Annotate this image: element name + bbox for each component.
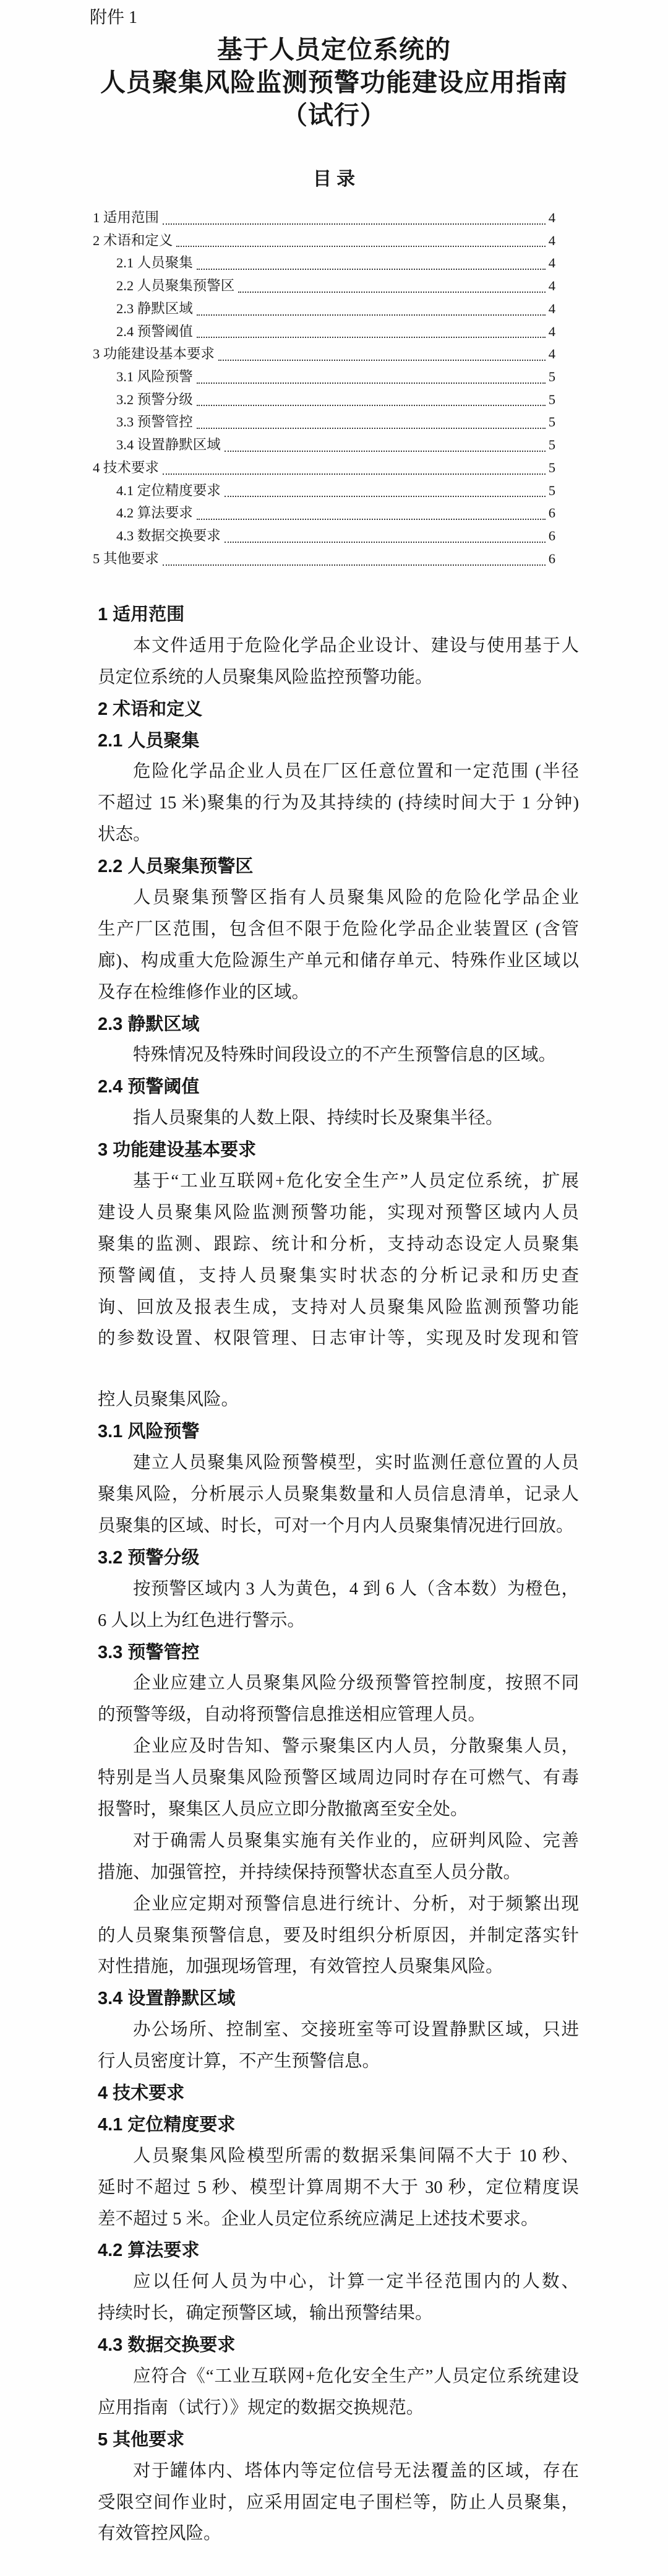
section-heading: 4.3 数据交换要求 — [98, 2335, 236, 2356]
section-heading: 5 其他要求 — [98, 2429, 185, 2450]
toc-dot-leader — [225, 496, 546, 497]
body-line: 预警阈值，支持人员聚集实时状态的分析记录和历史查 — [98, 1266, 579, 1286]
document-title-line-1: 基于人员定位系统的 — [217, 35, 451, 64]
body-line: 生产厂区范围，包含但不限于危险化学品企业装置区 (含管 — [98, 919, 579, 939]
toc-entry-label: 4.1 定位精度要求 — [116, 482, 221, 498]
toc-entry — [93, 366, 555, 389]
toc-entry-label: 1 适用范围 — [93, 210, 159, 225]
toc-dot-leader — [163, 223, 546, 225]
toc-entry — [93, 252, 555, 275]
body-line: 延时不超过 5 秒、模型计算周期不大于 30 秒，定位精度误 — [98, 2177, 579, 2197]
section-heading: 4 技术要求 — [98, 2083, 185, 2103]
section-heading: 3.4 设置静默区域 — [98, 1989, 236, 2009]
section-heading: 3 功能建设基本要求 — [98, 1140, 257, 1160]
toc-heading: 目 录 — [312, 169, 356, 189]
toc-dot-leader — [218, 360, 546, 361]
section-heading: 2.2 人员聚集预警区 — [98, 857, 254, 877]
body-line: 本文件适用于危险化学品企业设计、建设与使用基于人 — [133, 636, 579, 655]
body-line: 廊)、构成重大危险源生产单元和储存单元、特殊作业区域以 — [98, 951, 579, 970]
toc-entry-label: 2.4 预警阈值 — [116, 323, 193, 339]
toc-entry — [93, 480, 555, 503]
body-line: 员定位系统的人员聚集风险监控预警功能。 — [98, 667, 433, 687]
toc-page-number: 4 — [548, 300, 555, 316]
document-title-line-2: 人员聚集风险监测预警功能建设应用指南 — [100, 68, 568, 97]
toc-dot-leader — [176, 246, 545, 247]
toc-entry-label: 4.2 算法要求 — [116, 505, 193, 521]
toc-page-number: 4 — [548, 346, 555, 362]
body-line: 报警时，聚集区人员应立即分散撤离至安全处。 — [98, 1799, 468, 1819]
body-line: 危险化学品企业人员在厂区任意位置和一定范围 (半径 — [133, 762, 579, 782]
section-heading: 3.1 风险预警 — [98, 1422, 200, 1442]
body-line: 有效管控风险。 — [98, 2524, 221, 2544]
toc-dot-leader — [197, 405, 546, 406]
toc-entry-label: 2.3 静默区域 — [116, 300, 193, 316]
toc-page-number: 5 — [548, 369, 555, 385]
body-line: 办公场所、控制室、交接班室等可设置静默区域，只进 — [133, 2020, 579, 2040]
attachment-label: 附件 1 — [90, 8, 138, 27]
body-line: 询、回放及报表生成，支持对人员聚集风险监测预警功能 — [98, 1297, 579, 1317]
toc-page-number: 4 — [548, 210, 555, 225]
section-heading: 1 适用范围 — [98, 605, 185, 625]
body-line: 持续时长，确定预警区域，输出预警结果。 — [98, 2304, 433, 2323]
section-heading: 3.3 预警管控 — [98, 1642, 200, 1662]
body-line: 及存在检维修作业的区域。 — [98, 982, 310, 1002]
toc-entry — [93, 457, 555, 480]
body-line: 企业应定期对预警信息进行统计、分析，对于频繁出现 — [133, 1894, 579, 1914]
toc-page-number: 6 — [548, 550, 555, 566]
toc-page-number: 4 — [548, 278, 555, 294]
body-line: 应以任何人员为中心，计算一定半径范围内的人数、 — [133, 2272, 579, 2292]
section-heading: 2.4 预警阈值 — [98, 1077, 200, 1097]
body-line: 聚集风险，分析展示人员聚集数量和人员信息清单，记录人 — [98, 1485, 579, 1505]
toc-entry-label: 3.1 风险预警 — [116, 369, 193, 385]
toc-page-number: 5 — [548, 391, 555, 407]
toc-dot-leader — [225, 542, 546, 543]
body-line: 6 人以上为红色进行警示。 — [98, 1610, 305, 1630]
toc-entry-label: 4.3 数据交换要求 — [116, 528, 221, 544]
section-heading: 4.1 定位精度要求 — [98, 2114, 236, 2135]
body-line: 的预警等级，自动将预警信息推送相应管理人员。 — [98, 1705, 486, 1725]
toc-entry — [93, 207, 555, 230]
toc-entry — [93, 525, 555, 548]
toc-entry-label: 2.2 人员聚集预警区 — [116, 278, 235, 294]
toc-entry — [93, 343, 555, 366]
toc-entry-label: 3.2 预警分级 — [116, 391, 193, 407]
body-line: 对于罐体内、塔体内等定位信号无法覆盖的区域，存在 — [133, 2461, 579, 2481]
body-line: 企业应建立人员聚集风险分级预警管控制度，按照不同 — [133, 1674, 579, 1693]
body-line: 行人员密度计算，不产生预警信息。 — [98, 2052, 380, 2072]
toc-page-number: 6 — [548, 505, 555, 521]
toc-entry-label: 3.3 预警管控 — [116, 414, 193, 430]
body-line: 建设人员聚集风险监测预警功能，实现对预警区域内人员 — [98, 1203, 579, 1222]
toc-entry — [93, 548, 555, 571]
body-line: 状态。 — [98, 825, 151, 845]
section-heading: 4.2 算法要求 — [98, 2241, 200, 2261]
body-line: 对于确需人员聚集实施有关作业的，应研判风险、完善 — [133, 1831, 579, 1851]
toc-entry-label: 2.1 人员聚集 — [116, 255, 193, 271]
document-title-line-3: （试行） — [282, 101, 386, 129]
toc-entry — [93, 298, 555, 321]
body-line: 特别是当人员聚集风险预警区域周边同时存在可燃气、有毒 — [98, 1768, 579, 1788]
page-break-gap — [98, 1355, 579, 1385]
toc-entry-label: 2 术语和定义 — [93, 232, 173, 248]
toc-page-number: 5 — [548, 482, 555, 498]
toc-entry — [93, 389, 555, 412]
body-line: 人员聚集风险模型所需的数据采集间隔不大于 10 秒、 — [133, 2146, 579, 2166]
toc-dot-leader — [197, 337, 546, 338]
body-line: 企业应及时告知、警示聚集区内人员，分散聚集人员， — [133, 1737, 579, 1757]
toc-dot-leader — [163, 564, 546, 566]
body-line: 人员聚集预警区指有人员聚集风险的危险化学品企业 — [133, 888, 579, 908]
section-heading: 2.3 静默区域 — [98, 1014, 200, 1034]
toc-entry-label: 5 其他要求 — [93, 550, 159, 566]
toc-entry — [93, 275, 555, 298]
body-line: 不超过 15 米)聚集的行为及其持续的 (持续时间大于 1 分钟) — [98, 793, 579, 813]
body-line: 建立人员聚集风险预警模型，实时监测任意位置的人员 — [133, 1453, 579, 1473]
toc-entry — [93, 434, 555, 457]
toc-list — [93, 207, 555, 571]
section-heading: 3.2 预警分级 — [98, 1547, 200, 1568]
body-line: 应用指南（试行）》规定的数据交换规范。 — [98, 2398, 424, 2418]
body-line: 基于“工业互联网+危化安全生产”人员定位系统，扩展 — [133, 1172, 579, 1191]
body-line: 聚集的监测、跟踪、统计和分析，支持动态设定人员聚集 — [98, 1234, 579, 1254]
document-body — [98, 599, 579, 2550]
body-line: 受限空间作业时，应采用固定电子围栏等，防止人员聚集， — [98, 2492, 579, 2512]
section-heading: 2 术语和定义 — [98, 699, 203, 719]
body-line: 措施、加强管控，并持续保持预警状态直至人员分散。 — [98, 1862, 521, 1882]
toc-entry — [93, 321, 555, 344]
toc-page-number: 5 — [548, 459, 555, 475]
toc-page-number: 5 — [548, 414, 555, 430]
toc-dot-leader — [197, 383, 546, 384]
body-line: 控人员聚集风险。 — [98, 1390, 239, 1410]
body-line: 应符合《“工业互联网+危化安全生产”人员定位系统建设 — [133, 2366, 579, 2386]
body-line: 差不超过 5 米。企业人员定位系统应满足上述技术要求。 — [98, 2209, 539, 2229]
document-title — [0, 33, 668, 132]
body-line: 的人员聚集预警信息，要及时组织分析原因，并制定落实针 — [98, 1926, 579, 1945]
toc-dot-leader — [238, 292, 545, 293]
toc-entry — [93, 411, 555, 434]
body-line: 的参数设置、权限管理、日志审计等，实现及时发现和管 — [98, 1329, 579, 1349]
toc-page-number: 5 — [548, 437, 555, 453]
toc-page-number: 6 — [548, 528, 555, 544]
body-line: 员聚集的区域、时长，可对一个月内人员聚集情况进行回放。 — [98, 1516, 574, 1536]
body-line: 按预警区域内 3 人为黄色，4 到 6 人（含本数）为橙色， — [133, 1579, 579, 1599]
body-line: 特殊情况及特殊时间段设立的不产生预警信息的区域。 — [133, 1045, 557, 1065]
toc-dot-leader — [197, 519, 546, 520]
toc-dot-leader — [163, 473, 546, 475]
toc-entry-label: 4 技术要求 — [93, 459, 159, 475]
body-line: 指人员聚集的人数上限、持续时长及聚集半径。 — [133, 1109, 503, 1128]
toc-page-number: 4 — [548, 323, 555, 339]
toc-entry — [93, 502, 555, 525]
toc-entry-label: 3.4 设置静默区域 — [116, 437, 221, 453]
toc-page-number: 4 — [548, 255, 555, 271]
toc-entry — [93, 230, 555, 253]
toc-dot-leader — [197, 428, 546, 429]
toc-dot-leader — [197, 269, 546, 270]
section-heading: 2.1 人员聚集 — [98, 730, 200, 751]
toc-dot-leader — [225, 451, 546, 452]
body-line: 对性措施，加强现场管理，有效管控人员聚集风险。 — [98, 1957, 503, 1977]
toc-dot-leader — [197, 314, 546, 316]
toc-page-number: 4 — [548, 232, 555, 248]
toc-entry-label: 3 功能建设基本要求 — [93, 346, 215, 362]
